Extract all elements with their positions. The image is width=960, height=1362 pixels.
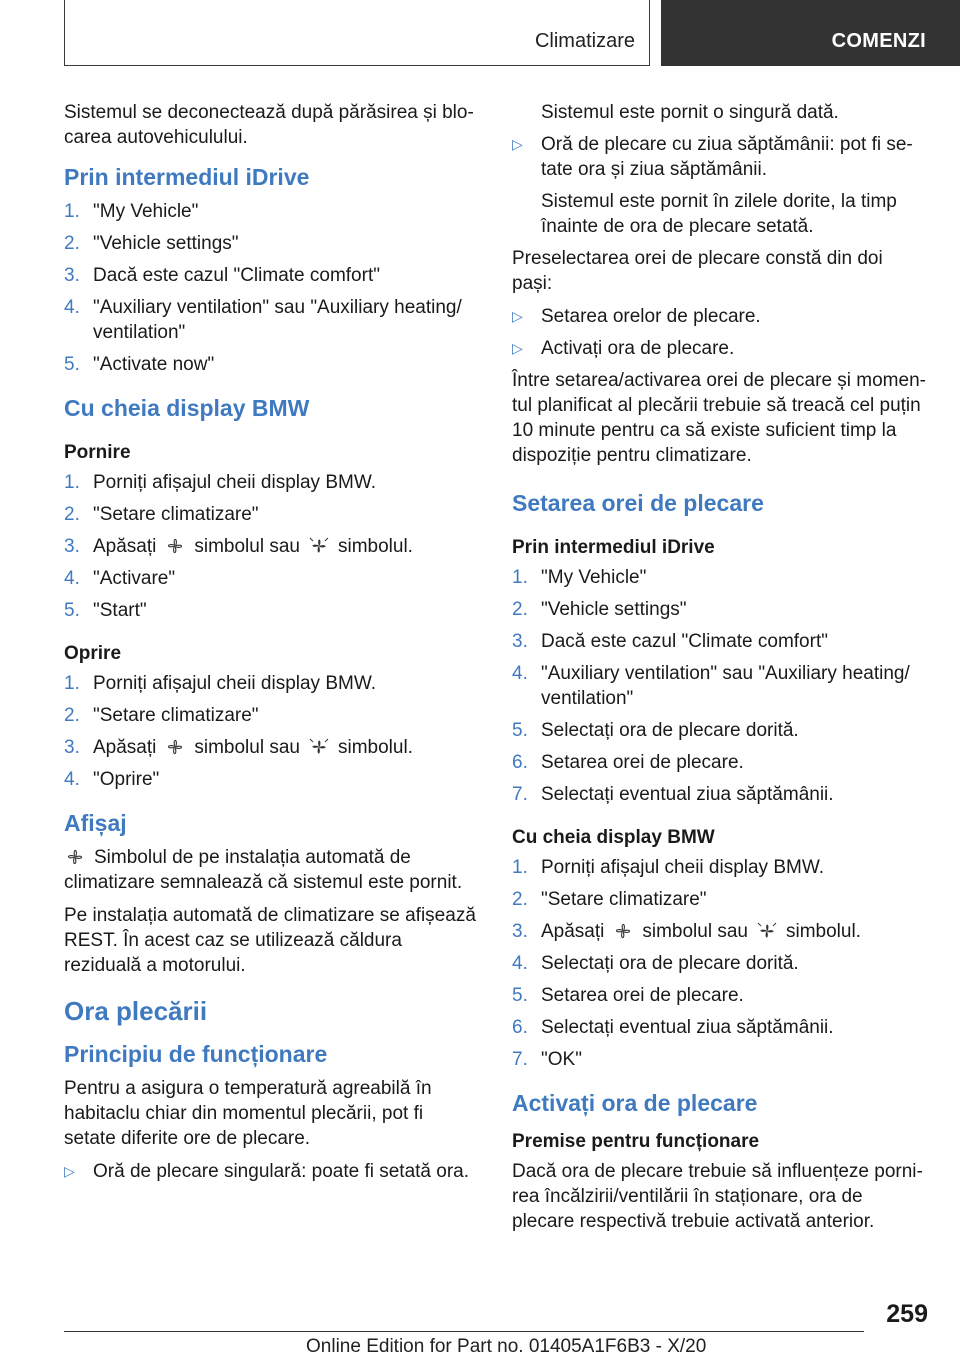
heading-display-key: Cu cheia display BMW — [64, 395, 310, 421]
list-item — [64, 352, 476, 377]
heading-set-departure: Setarea orei de plecare — [512, 490, 764, 516]
step-number: 2. — [64, 233, 80, 254]
list-item — [512, 983, 928, 1008]
step-text: Selectați ora de plecare dorită. — [541, 953, 799, 974]
list-item — [64, 735, 476, 760]
heading-display-key: Cu cheia display BMW — [512, 827, 715, 848]
step-text: "OK" — [541, 1049, 582, 1070]
list-item — [512, 855, 928, 880]
step-number: 6. — [512, 1017, 528, 1038]
step-number: 5. — [512, 720, 528, 741]
list-item: ▷ Oră de plecare cu ziua săptămânii: pot fi setate ora și ziua săptămânii. — [512, 134, 913, 180]
footer-divider — [64, 1331, 864, 1332]
list-item — [512, 750, 928, 775]
step-number: 1. — [64, 673, 80, 694]
step-number: 2. — [64, 504, 80, 525]
list-item — [512, 887, 928, 912]
step-number: 4. — [512, 953, 528, 974]
header-chapter-box — [661, 0, 960, 66]
step-text: "Auxiliary ventilation" sau "Auxiliary heating/ ventilation" — [541, 663, 910, 709]
heading-activate-departure: Activați ora de plecare — [512, 1090, 758, 1116]
between-paragraph: Între setarea/activarea orei de plecare și momentul planificat al plecării trebuie să treacă cel puțin 10 minute pentru ca să existe suficient timp la dispoziție pentru climatizare. — [512, 370, 926, 466]
page-number: 259 — [886, 1300, 928, 1328]
edition-footer: Online Edition for Part no. 01405A1F6B3 - X/20 — [306, 1336, 707, 1357]
step-number: 3. — [512, 631, 528, 652]
list-item — [512, 718, 928, 743]
step-text: Dacă este cazul "Climate comfort" — [93, 265, 380, 286]
list-item — [64, 671, 476, 696]
list-item — [64, 703, 476, 728]
step-text: "Start" — [93, 600, 147, 621]
step-text-c: simbolul. — [337, 536, 413, 557]
step-text: "Setare climatizare" — [93, 705, 259, 726]
list-item: ▷ Setarea orelor de plecare. — [512, 306, 761, 327]
step-number: 3. — [512, 921, 528, 942]
list-item — [512, 661, 928, 711]
heading-departure-time: Ora plecării — [64, 996, 208, 1026]
list-item — [64, 502, 476, 527]
step-number: 1. — [512, 567, 528, 588]
list-item — [512, 782, 928, 807]
step-number: 1. — [512, 857, 528, 878]
step-text-a: Apăsați — [93, 536, 157, 557]
fan-filled-icon — [308, 536, 330, 556]
list-item — [512, 1015, 928, 1040]
list-item — [64, 566, 476, 591]
step-text-a: Apăsați — [93, 737, 157, 758]
departure-type-list — [64, 1159, 476, 1184]
step-number: 2. — [64, 705, 80, 726]
list-item — [64, 470, 476, 495]
step-text: Porniți afișajul cheii display BMW. — [541, 857, 824, 878]
step-number: 7. — [512, 784, 528, 805]
fan-outline-icon — [612, 921, 634, 941]
step-text: "Activare" — [93, 568, 176, 589]
step-number: 4. — [64, 769, 80, 790]
list-item — [64, 598, 476, 623]
step-number: 1. — [64, 472, 80, 493]
step-text: Dacă este cazul "Climate comfort" — [541, 631, 828, 652]
step-text-b: simbolul sau — [194, 737, 300, 758]
step-text: "Setare climatizare" — [93, 504, 259, 525]
step-number: 3. — [64, 737, 80, 758]
bullet-triangle-icon: ▷ — [512, 340, 523, 356]
idrive-steps — [512, 565, 928, 807]
step-number: 6. — [512, 752, 528, 773]
fan-filled-icon — [308, 737, 330, 757]
list-item — [512, 565, 928, 590]
list-item — [512, 1047, 928, 1072]
step-text: "Setare climatizare" — [541, 889, 707, 910]
step-text: Setarea orei de plecare. — [541, 985, 744, 1006]
step-number: 7. — [512, 1049, 528, 1070]
step-number: 1. — [64, 201, 80, 222]
stop-steps — [64, 671, 476, 792]
chapter-title: COMENZI — [831, 30, 926, 52]
step-text-b: simbolul sau — [194, 536, 300, 557]
list-item — [64, 767, 476, 792]
step-number: 5. — [64, 354, 80, 375]
step-number: 2. — [512, 599, 528, 620]
display-paragraph-2: Pe instalația automată de climatizare se afișează REST. În acest caz se utilizează căldura reziduală a motorului. — [64, 905, 476, 976]
fan-outline-icon — [64, 847, 86, 867]
step-text: "My Vehicle" — [541, 567, 647, 588]
fan-filled-icon — [756, 921, 778, 941]
step-text: "Auxiliary ventilation" sau "Auxiliary heating/ ventilation" — [93, 297, 462, 343]
step-text-c: simbolul. — [785, 921, 861, 942]
bullet-triangle-icon: ▷ — [512, 308, 523, 324]
step-number: 5. — [512, 985, 528, 1006]
heading-principle: Principiu de funcționare — [64, 1041, 328, 1067]
preselect-paragraph: Preselectarea orei de plecare constă din doi pași: — [512, 248, 883, 294]
weekday-list — [512, 132, 928, 182]
step-text: Porniți afișajul cheii display BMW. — [93, 472, 376, 493]
list-item — [512, 629, 928, 654]
list-item — [512, 951, 928, 976]
heading-idrive: Prin intermediul iDrive — [64, 164, 310, 190]
step-number: 2. — [512, 889, 528, 910]
step-text-a: Apăsați — [541, 921, 605, 942]
bullet-triangle-icon: ▷ — [64, 1163, 75, 1179]
heading-start: Pornire — [64, 442, 131, 463]
premise-paragraph: Dacă ora de plecare trebuie să influențeze pornirea încălzirii/ventilării în staționare, ora de plecare respectivă trebuie activată anterior. — [512, 1161, 923, 1232]
step-text: Selectați eventual ziua săptămânii. — [541, 1017, 834, 1038]
fan-outline-icon — [164, 536, 186, 556]
step-number: 3. — [64, 265, 80, 286]
heading-stop: Oprire — [64, 643, 122, 664]
list-item — [64, 199, 476, 224]
step-number: 4. — [512, 663, 528, 684]
step-text: Setarea orei de plecare. — [541, 752, 744, 773]
list-item — [64, 263, 476, 288]
step-text: "Activate now" — [93, 354, 215, 375]
list-item: ▷ Activați ora de plecare. — [512, 338, 735, 359]
heading-premise: Premise pentru funcționare — [512, 1131, 760, 1152]
step-number: 3. — [64, 536, 80, 557]
idrive-steps — [64, 199, 476, 377]
section-title: Climatizare — [534, 30, 635, 52]
single-continuation: Sistemul este pornit o singură dată. — [541, 102, 839, 123]
step-text: "Vehicle settings" — [93, 233, 239, 254]
bullet-triangle-icon: ▷ — [512, 136, 523, 152]
step-number: 5. — [64, 600, 80, 621]
right-column — [512, 100, 928, 1242]
step-text: "My Vehicle" — [93, 201, 199, 222]
step-text: "Vehicle settings" — [541, 599, 687, 620]
step-text-c: simbolul. — [337, 737, 413, 758]
step-number: 4. — [64, 297, 80, 318]
step-text: Selectați eventual ziua săptămânii. — [541, 784, 834, 805]
list-item — [64, 231, 476, 256]
header-section-box — [64, 0, 650, 66]
heading-display: Afișaj — [64, 810, 127, 836]
principle-paragraph: Pentru a asigura o temperatură agreabilă în habitaclu chiar din momentul plecării, pot fi setate diferite ore de plecare. — [64, 1078, 432, 1149]
fan-outline-icon — [164, 737, 186, 757]
display-paragraph-1: Simbolul de pe instalația automată de climatizare semnalează că sistemul este pornit. — [64, 847, 463, 893]
list-item — [64, 534, 476, 559]
start-steps — [64, 470, 476, 623]
step-number: 4. — [64, 568, 80, 589]
weekday-continuation: Sistemul este pornit în zilele dorite, la timp înainte de ora de plecare setată. — [541, 191, 897, 237]
display-key-steps — [512, 855, 928, 1072]
intro-paragraph: Sistemul se deconectează după părăsirea și blocarea autovehiculului. — [64, 102, 474, 148]
step-text: Selectați ora de plecare dorită. — [541, 720, 799, 741]
list-item — [64, 295, 476, 345]
step-text: Porniți afișajul cheii display BMW. — [93, 673, 376, 694]
list-item — [512, 919, 928, 944]
left-column — [64, 100, 476, 1191]
list-item — [512, 597, 928, 622]
preselect-steps — [512, 304, 928, 361]
heading-idrive: Prin intermediul iDrive — [512, 537, 715, 558]
step-text-b: simbolul sau — [642, 921, 748, 942]
list-item: ▷ Oră de plecare singulară: poate fi setată ora. — [64, 1161, 470, 1182]
step-text: "Oprire" — [93, 769, 160, 790]
